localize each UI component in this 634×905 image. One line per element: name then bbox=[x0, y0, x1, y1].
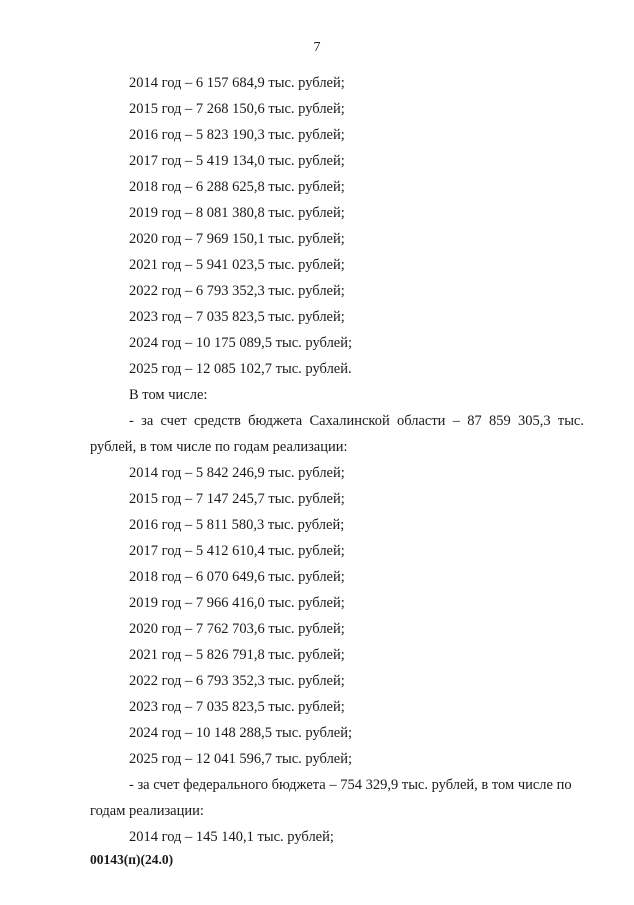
regional-funding-line: 2014 год – 5 842 246,9 тыс. рублей; bbox=[129, 465, 345, 481]
funding-line: 2021 год – 5 941 023,5 тыс. рублей; bbox=[129, 257, 345, 273]
regional-budget-intro-cont: рублей, в том числе по годам реализации: bbox=[90, 439, 348, 455]
regional-funding-line: 2025 год – 12 041 596,7 тыс. рублей; bbox=[129, 751, 353, 767]
funding-line: 2016 год – 5 823 190,3 тыс. рублей; bbox=[129, 127, 345, 143]
regional-funding-line: 2017 год – 5 412 610,4 тыс. рублей; bbox=[129, 543, 345, 559]
funding-line: 2015 год – 7 268 150,6 тыс. рублей; bbox=[129, 101, 345, 117]
funding-line: 2017 год – 5 419 134,0 тыс. рублей; bbox=[129, 153, 345, 169]
funding-line: 2014 год – 6 157 684,9 тыс. рублей; bbox=[129, 75, 345, 91]
federal-budget-intro-cont: годам реализации: bbox=[90, 803, 204, 819]
regional-funding-line: 2015 год – 7 147 245,7 тыс. рублей; bbox=[129, 491, 345, 507]
funding-line: 2019 год – 8 081 380,8 тыс. рублей; bbox=[129, 205, 345, 221]
funding-line: 2025 год – 12 085 102,7 тыс. рублей. bbox=[129, 361, 352, 377]
regional-funding-line: 2021 год – 5 826 791,8 тыс. рублей; bbox=[129, 647, 345, 663]
document-code-footer: 00143(п)(24.0) bbox=[90, 852, 174, 867]
regional-budget-intro: - за счет средств бюджета Сахалинской области – 87 859 305,3 тыс. bbox=[129, 413, 584, 429]
regional-funding-line: 2019 год – 7 966 416,0 тыс. рублей; bbox=[129, 595, 345, 611]
regional-funding-line: 2020 год – 7 762 703,6 тыс. рублей; bbox=[129, 621, 345, 637]
funding-line: 2020 год – 7 969 150,1 тыс. рублей; bbox=[129, 231, 345, 247]
federal-funding-line: 2014 год – 145 140,1 тыс. рублей; bbox=[129, 829, 334, 845]
page-number: 7 bbox=[313, 40, 321, 55]
funding-line: 2023 год – 7 035 823,5 тыс. рублей; bbox=[129, 309, 345, 325]
funding-line: 2022 год – 6 793 352,3 тыс. рублей; bbox=[129, 283, 345, 299]
regional-funding-line: 2022 год – 6 793 352,3 тыс. рублей; bbox=[129, 673, 345, 689]
regional-funding-line: 2023 год – 7 035 823,5 тыс. рублей; bbox=[129, 699, 345, 715]
funding-line: 2018 год – 6 288 625,8 тыс. рублей; bbox=[129, 179, 345, 195]
funding-line: 2024 год – 10 175 089,5 тыс. рублей; bbox=[129, 335, 353, 351]
regional-funding-line: 2024 год – 10 148 288,5 тыс. рублей; bbox=[129, 725, 353, 741]
federal-budget-intro: - за счет федерального бюджета – 754 329,9 тыс. рублей, в том числе по bbox=[129, 777, 572, 793]
in-that-number-heading: В том числе: bbox=[129, 387, 208, 403]
regional-funding-line: 2016 год – 5 811 580,3 тыс. рублей; bbox=[129, 517, 345, 533]
regional-funding-line: 2018 год – 6 070 649,6 тыс. рублей; bbox=[129, 569, 345, 585]
